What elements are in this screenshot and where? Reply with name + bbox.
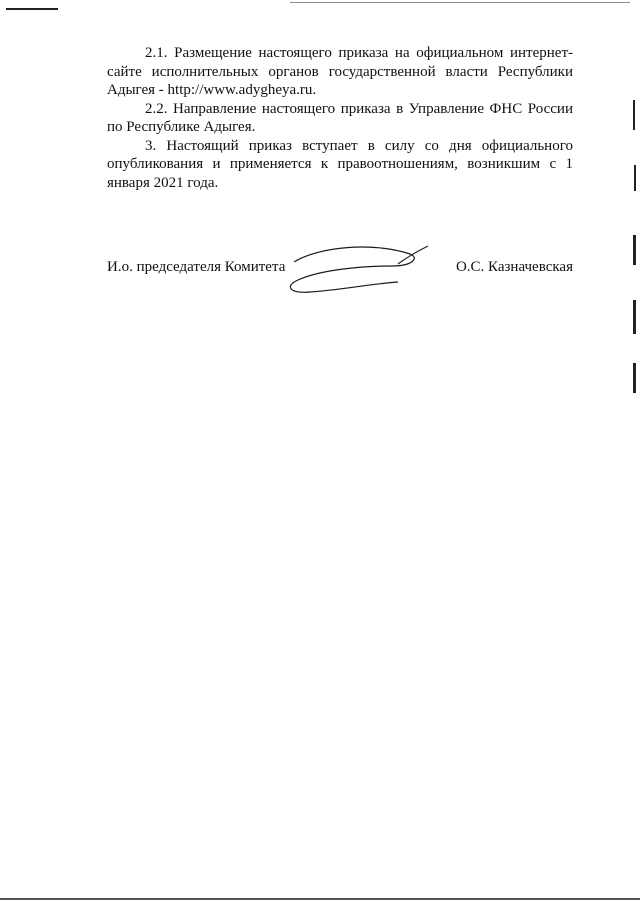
scan-artifact-right-edge-4: [633, 300, 636, 334]
document-body: [107, 44, 573, 192]
scan-artifact-right-edge-2: [634, 165, 636, 191]
scan-artifact-top-left: [6, 8, 58, 10]
handwritten-signature: [280, 240, 440, 300]
paragraph-3: 3. Настоящий приказ вступает в силу со дня официального опубликования и применяется к правоотношениям, возникшим с 1 января 2021 года.: [107, 137, 573, 191]
paragraph-2-1: 2.1. Размещение настоящего приказа на официальном интернет-сайте исполнительных органов государственной власти Республики Адыгея - http://www.adygheya.ru.: [107, 45, 573, 98]
paragraph-2-2: 2.2. Направление настоящего приказа в Управление ФНС России по Республике Адыгея.: [107, 100, 573, 135]
scan-artifact-top-right: [290, 2, 630, 3]
scan-artifact-right-edge-3: [633, 235, 636, 265]
scan-artifact-right-edge-5: [633, 363, 636, 393]
scan-artifact-bottom: [0, 898, 640, 900]
signatory-name: О.С. Казначевская: [455, 259, 573, 275]
scan-artifact-right-edge-1: [633, 100, 635, 130]
signatory-title: И.о. председателя Комитета: [107, 259, 286, 275]
